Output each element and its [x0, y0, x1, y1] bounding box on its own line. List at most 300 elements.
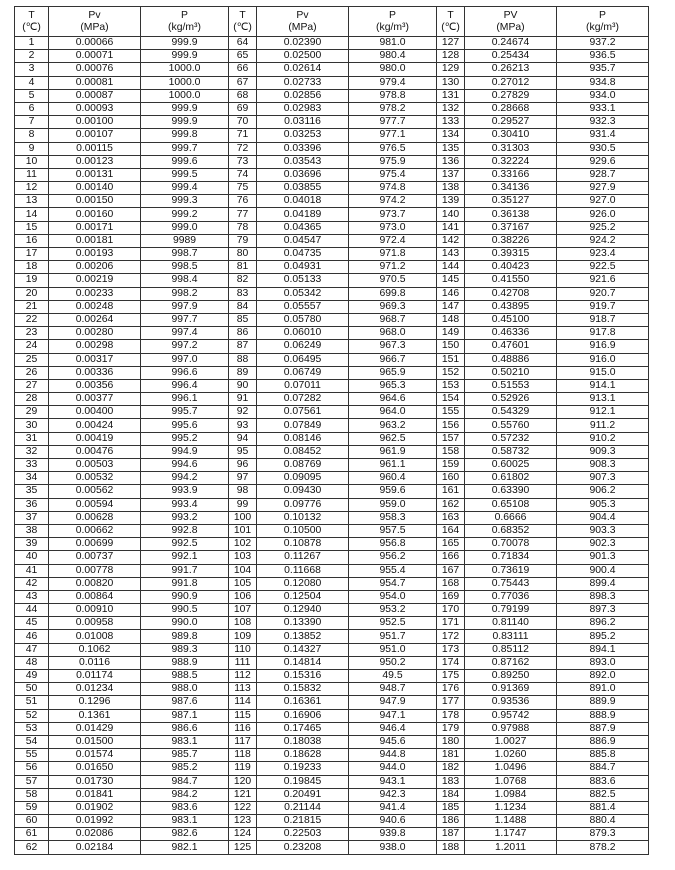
- cell-p1: 992.5: [141, 538, 229, 551]
- cell-pv2: 0.05342: [257, 287, 349, 300]
- table-row: [15, 577, 649, 590]
- cell-t2: 86: [229, 327, 257, 340]
- cell-pv1: 0.00160: [49, 208, 141, 221]
- cell-p2: 971.8: [349, 248, 437, 261]
- cell-t2: 107: [229, 604, 257, 617]
- table-row: [15, 37, 649, 50]
- cell-p1: 999.4: [141, 182, 229, 195]
- table-row: [15, 459, 649, 472]
- cell-p1: 1000.0: [141, 89, 229, 102]
- cell-t2: 76: [229, 195, 257, 208]
- cell-p3: 896.2: [557, 617, 649, 630]
- cell-p1: 997.2: [141, 340, 229, 353]
- cell-t1: 11: [15, 168, 49, 181]
- cell-pv2: 0.07282: [257, 393, 349, 406]
- cell-t1: 9: [15, 142, 49, 155]
- cell-p3: 926.0: [557, 208, 649, 221]
- cell-p1: 992.8: [141, 524, 229, 537]
- cell-p2: 938.0: [349, 841, 437, 854]
- cell-pv3: 0.25434: [465, 50, 557, 63]
- cell-pv2: 0.02733: [257, 76, 349, 89]
- cell-p3: 927.0: [557, 195, 649, 208]
- cell-pv2: 0.02856: [257, 89, 349, 102]
- cell-t3: 153: [437, 379, 465, 392]
- cell-pv1: 0.00100: [49, 116, 141, 129]
- cell-t2: 65: [229, 50, 257, 63]
- cell-pv2: 0.09776: [257, 498, 349, 511]
- cell-t1: 28: [15, 393, 49, 406]
- cell-t1: 14: [15, 208, 49, 221]
- cell-p2: 941.4: [349, 801, 437, 814]
- cell-p3: 920.7: [557, 287, 649, 300]
- cell-t1: 12: [15, 182, 49, 195]
- cell-pv2: 0.06749: [257, 366, 349, 379]
- cell-p2: 978.2: [349, 102, 437, 115]
- cell-t1: 43: [15, 590, 49, 603]
- table-row: [15, 590, 649, 603]
- table-row: [15, 208, 649, 221]
- table-row: [15, 762, 649, 775]
- cell-t1: 62: [15, 841, 49, 854]
- cell-t3: 176: [437, 683, 465, 696]
- cell-p2: 958.3: [349, 511, 437, 524]
- cell-pv3: 0.48886: [465, 353, 557, 366]
- cell-p2: 959.0: [349, 498, 437, 511]
- cell-p3: 880.4: [557, 815, 649, 828]
- cell-pv3: 0.50210: [465, 366, 557, 379]
- cell-p3: 905.3: [557, 498, 649, 511]
- header-temperature-2: T (℃): [229, 7, 257, 37]
- cell-pv3: 1.2011: [465, 841, 557, 854]
- cell-p2: 980.4: [349, 50, 437, 63]
- table-row: [15, 300, 649, 313]
- cell-t2: 118: [229, 749, 257, 762]
- cell-pv1: 0.00820: [49, 577, 141, 590]
- cell-pv1: 0.01902: [49, 801, 141, 814]
- cell-p1: 994.9: [141, 445, 229, 458]
- cell-p3: 934.8: [557, 76, 649, 89]
- table-row: [15, 722, 649, 735]
- cell-p2: 945.6: [349, 735, 437, 748]
- cell-t3: 150: [437, 340, 465, 353]
- cell-pv2: 0.04547: [257, 234, 349, 247]
- cell-p3: 903.3: [557, 524, 649, 537]
- cell-p2: 950.2: [349, 656, 437, 669]
- cell-t1: 27: [15, 379, 49, 392]
- table-body: [15, 37, 649, 855]
- cell-p3: 883.6: [557, 775, 649, 788]
- table-row: [15, 604, 649, 617]
- cell-p2: 946.4: [349, 722, 437, 735]
- cell-pv1: 0.00140: [49, 182, 141, 195]
- table-row: [15, 76, 649, 89]
- cell-t3: 145: [437, 274, 465, 287]
- cell-t3: 170: [437, 604, 465, 617]
- cell-t2: 83: [229, 287, 257, 300]
- cell-p1: 999.8: [141, 129, 229, 142]
- cell-pv3: 0.47601: [465, 340, 557, 353]
- cell-t1: 37: [15, 511, 49, 524]
- cell-p1: 997.0: [141, 353, 229, 366]
- cell-p2: 947.1: [349, 709, 437, 722]
- cell-p1: 982.6: [141, 828, 229, 841]
- cell-p1: 999.7: [141, 142, 229, 155]
- cell-p2: 964.6: [349, 393, 437, 406]
- table-row: [15, 89, 649, 102]
- cell-p2: 954.7: [349, 577, 437, 590]
- cell-pv3: 0.42708: [465, 287, 557, 300]
- cell-pv1: 0.00087: [49, 89, 141, 102]
- cell-p3: 885.8: [557, 749, 649, 762]
- cell-pv1: 0.00115: [49, 142, 141, 155]
- cell-pv2: 0.11668: [257, 564, 349, 577]
- cell-pv1: 0.00206: [49, 261, 141, 274]
- cell-p3: 917.8: [557, 327, 649, 340]
- cell-pv3: 0.35127: [465, 195, 557, 208]
- cell-p1: 999.5: [141, 168, 229, 181]
- table-row: [15, 683, 649, 696]
- cell-p3: 916.9: [557, 340, 649, 353]
- cell-t3: 131: [437, 89, 465, 102]
- cell-pv1: 0.00107: [49, 129, 141, 142]
- cell-t3: 182: [437, 762, 465, 775]
- cell-pv1: 0.01992: [49, 815, 141, 828]
- cell-pv3: 0.24674: [465, 37, 557, 50]
- table-row: [15, 234, 649, 247]
- cell-pv3: 1.0260: [465, 749, 557, 762]
- cell-t2: 98: [229, 485, 257, 498]
- cell-p1: 988.9: [141, 656, 229, 669]
- cell-pv1: 0.00628: [49, 511, 141, 524]
- cell-p1: 999.3: [141, 195, 229, 208]
- cell-p1: 990.0: [141, 617, 229, 630]
- cell-p3: 919.7: [557, 300, 649, 313]
- cell-pv3: 0.6666: [465, 511, 557, 524]
- cell-t3: 177: [437, 696, 465, 709]
- table-row: [15, 841, 649, 854]
- cell-pv1: 0.00150: [49, 195, 141, 208]
- header-density-2: P (kg/m³): [349, 7, 437, 37]
- cell-t3: 146: [437, 287, 465, 300]
- cell-pv1: 0.00233: [49, 287, 141, 300]
- cell-t3: 133: [437, 116, 465, 129]
- cell-pv3: 0.31303: [465, 142, 557, 155]
- cell-pv3: 0.57232: [465, 432, 557, 445]
- cell-pv2: 0.19233: [257, 762, 349, 775]
- cell-pv1: 0.00066: [49, 37, 141, 50]
- cell-p1: 999.6: [141, 155, 229, 168]
- cell-pv2: 0.09430: [257, 485, 349, 498]
- cell-pv3: 0.77036: [465, 590, 557, 603]
- cell-p2: 939.8: [349, 828, 437, 841]
- cell-p1: 987.1: [141, 709, 229, 722]
- cell-t2: 114: [229, 696, 257, 709]
- cell-p3: 881.4: [557, 801, 649, 814]
- cell-p1: 992.1: [141, 551, 229, 564]
- cell-p1: 997.4: [141, 327, 229, 340]
- cell-pv1: 0.00317: [49, 353, 141, 366]
- cell-t2: 94: [229, 432, 257, 445]
- cell-t3: 166: [437, 551, 465, 564]
- cell-t3: 128: [437, 50, 465, 63]
- cell-p2: 963.2: [349, 419, 437, 432]
- cell-p2: 980.0: [349, 63, 437, 76]
- cell-pv3: 0.46336: [465, 327, 557, 340]
- cell-p1: 997.7: [141, 313, 229, 326]
- cell-p1: 998.2: [141, 287, 229, 300]
- cell-pv2: 0.06010: [257, 327, 349, 340]
- cell-p1: 996.6: [141, 366, 229, 379]
- cell-p3: 912.1: [557, 406, 649, 419]
- cell-p2: 943.1: [349, 775, 437, 788]
- cell-pv1: 0.01841: [49, 788, 141, 801]
- table-row: [15, 63, 649, 76]
- cell-p1: 999.9: [141, 116, 229, 129]
- cell-p1: 991.7: [141, 564, 229, 577]
- cell-t2: 73: [229, 155, 257, 168]
- cell-p3: 901.3: [557, 551, 649, 564]
- cell-pv2: 0.03696: [257, 168, 349, 181]
- cell-t1: 7: [15, 116, 49, 129]
- cell-p2: 957.5: [349, 524, 437, 537]
- cell-pv1: 0.00778: [49, 564, 141, 577]
- cell-t2: 93: [229, 419, 257, 432]
- cell-pv3: 0.58732: [465, 445, 557, 458]
- cell-pv2: 0.11267: [257, 551, 349, 564]
- cell-t1: 10: [15, 155, 49, 168]
- cell-p2: 951.0: [349, 643, 437, 656]
- table-row: [15, 116, 649, 129]
- cell-p3: 911.2: [557, 419, 649, 432]
- cell-pv2: 0.03543: [257, 155, 349, 168]
- cell-pv2: 0.10500: [257, 524, 349, 537]
- cell-t2: 124: [229, 828, 257, 841]
- cell-pv3: 0.27012: [465, 76, 557, 89]
- cell-p3: 882.5: [557, 788, 649, 801]
- cell-p2: 979.4: [349, 76, 437, 89]
- cell-pv2: 0.16361: [257, 696, 349, 709]
- cell-t3: 169: [437, 590, 465, 603]
- cell-t2: 105: [229, 577, 257, 590]
- cell-pv2: 0.14814: [257, 656, 349, 669]
- cell-p1: 989.3: [141, 643, 229, 656]
- cell-t1: 15: [15, 221, 49, 234]
- cell-p3: 931.4: [557, 129, 649, 142]
- cell-pv1: 0.00662: [49, 524, 141, 537]
- cell-t2: 84: [229, 300, 257, 313]
- cell-pv1: 0.0116: [49, 656, 141, 669]
- cell-t3: 160: [437, 472, 465, 485]
- cell-pv3: 0.54329: [465, 406, 557, 419]
- table-row: [15, 287, 649, 300]
- cell-t1: 47: [15, 643, 49, 656]
- cell-t3: 143: [437, 248, 465, 261]
- cell-t2: 123: [229, 815, 257, 828]
- cell-pv1: 0.00864: [49, 590, 141, 603]
- cell-pv2: 0.05780: [257, 313, 349, 326]
- header-temperature-3: T (℃): [437, 7, 465, 37]
- cell-t2: 111: [229, 656, 257, 669]
- cell-t1: 61: [15, 828, 49, 841]
- cell-t3: 151: [437, 353, 465, 366]
- cell-t1: 32: [15, 445, 49, 458]
- cell-t3: 179: [437, 722, 465, 735]
- cell-p3: 937.2: [557, 37, 649, 50]
- cell-pv2: 0.17465: [257, 722, 349, 735]
- cell-pv2: 0.03855: [257, 182, 349, 195]
- cell-p3: 913.1: [557, 393, 649, 406]
- cell-t3: 129: [437, 63, 465, 76]
- cell-pv1: 0.01429: [49, 722, 141, 735]
- cell-pv2: 0.12080: [257, 577, 349, 590]
- cell-t3: 132: [437, 102, 465, 115]
- cell-t2: 71: [229, 129, 257, 142]
- cell-p2: 952.5: [349, 617, 437, 630]
- cell-t1: 16: [15, 234, 49, 247]
- cell-pv2: 0.05133: [257, 274, 349, 287]
- cell-pv1: 0.01008: [49, 630, 141, 643]
- cell-t2: 102: [229, 538, 257, 551]
- cell-t1: 8: [15, 129, 49, 142]
- cell-t1: 52: [15, 709, 49, 722]
- cell-p3: 897.3: [557, 604, 649, 617]
- cell-pv3: 0.30410: [465, 129, 557, 142]
- table-row: [15, 366, 649, 379]
- cell-t3: 163: [437, 511, 465, 524]
- table-row: [15, 709, 649, 722]
- cell-t1: 50: [15, 683, 49, 696]
- cell-p1: 998.5: [141, 261, 229, 274]
- cell-pv2: 0.02983: [257, 102, 349, 115]
- cell-pv1: 0.00400: [49, 406, 141, 419]
- cell-t2: 70: [229, 116, 257, 129]
- cell-pv2: 0.09095: [257, 472, 349, 485]
- cell-p3: 924.2: [557, 234, 649, 247]
- table-row: [15, 775, 649, 788]
- cell-pv1: 0.00958: [49, 617, 141, 630]
- cell-t1: 30: [15, 419, 49, 432]
- cell-t2: 75: [229, 182, 257, 195]
- cell-pv3: 0.65108: [465, 498, 557, 511]
- cell-t3: 181: [437, 749, 465, 762]
- table-row: [15, 630, 649, 643]
- cell-pv3: 0.87162: [465, 656, 557, 669]
- cell-pv1: 0.1062: [49, 643, 141, 656]
- cell-t3: 173: [437, 643, 465, 656]
- cell-p2: 973.7: [349, 208, 437, 221]
- cell-p1: 988.0: [141, 683, 229, 696]
- cell-t3: 167: [437, 564, 465, 577]
- cell-pv2: 0.16906: [257, 709, 349, 722]
- cell-t2: 122: [229, 801, 257, 814]
- cell-p1: 993.4: [141, 498, 229, 511]
- cell-t3: 140: [437, 208, 465, 221]
- cell-t3: 136: [437, 155, 465, 168]
- cell-p3: 934.0: [557, 89, 649, 102]
- cell-p2: 976.5: [349, 142, 437, 155]
- cell-pv3: 0.51553: [465, 379, 557, 392]
- cell-pv3: 0.68352: [465, 524, 557, 537]
- cell-pv1: 0.01650: [49, 762, 141, 775]
- cell-pv1: 0.00737: [49, 551, 141, 564]
- cell-pv1: 0.00248: [49, 300, 141, 313]
- cell-pv1: 0.00562: [49, 485, 141, 498]
- cell-pv2: 0.15832: [257, 683, 349, 696]
- cell-t1: 41: [15, 564, 49, 577]
- cell-pv3: 0.26213: [465, 63, 557, 76]
- cell-pv2: 0.08146: [257, 432, 349, 445]
- cell-p2: 954.0: [349, 590, 437, 603]
- cell-pv2: 0.21144: [257, 801, 349, 814]
- cell-pv3: 0.39315: [465, 248, 557, 261]
- cell-p3: 899.4: [557, 577, 649, 590]
- cell-t3: 155: [437, 406, 465, 419]
- cell-t3: 187: [437, 828, 465, 841]
- cell-p3: 894.1: [557, 643, 649, 656]
- cell-pv2: 0.20491: [257, 788, 349, 801]
- cell-t3: 180: [437, 735, 465, 748]
- table-row: [15, 419, 649, 432]
- cell-t1: 24: [15, 340, 49, 353]
- cell-t2: 64: [229, 37, 257, 50]
- cell-t3: 161: [437, 485, 465, 498]
- cell-pv1: 0.01500: [49, 735, 141, 748]
- cell-p3: 888.9: [557, 709, 649, 722]
- cell-p3: 889.9: [557, 696, 649, 709]
- cell-p3: 921.6: [557, 274, 649, 287]
- cell-t1: 55: [15, 749, 49, 762]
- cell-pv2: 0.07561: [257, 406, 349, 419]
- cell-t2: 82: [229, 274, 257, 287]
- header-vapor-pressure-2: Pv (MPa): [257, 7, 349, 37]
- table-row: [15, 248, 649, 261]
- cell-pv2: 0.23208: [257, 841, 349, 854]
- cell-p1: 1000.0: [141, 76, 229, 89]
- cell-pv2: 0.18038: [257, 735, 349, 748]
- cell-t3: 175: [437, 670, 465, 683]
- cell-pv1: 0.00181: [49, 234, 141, 247]
- table-row: [15, 313, 649, 326]
- table-row: [15, 551, 649, 564]
- cell-pv2: 0.14327: [257, 643, 349, 656]
- cell-p1: 986.6: [141, 722, 229, 735]
- cell-t2: 74: [229, 168, 257, 181]
- cell-t2: 89: [229, 366, 257, 379]
- cell-pv3: 1.0984: [465, 788, 557, 801]
- cell-p2: 967.3: [349, 340, 437, 353]
- cell-t1: 1: [15, 37, 49, 50]
- table-row: [15, 406, 649, 419]
- cell-pv1: 0.00503: [49, 459, 141, 472]
- cell-p1: 990.5: [141, 604, 229, 617]
- cell-pv1: 0.00336: [49, 366, 141, 379]
- cell-pv3: 0.38226: [465, 234, 557, 247]
- cell-t2: 117: [229, 735, 257, 748]
- cell-pv1: 0.00532: [49, 472, 141, 485]
- cell-pv1: 0.00071: [49, 50, 141, 63]
- cell-p2: 956.8: [349, 538, 437, 551]
- cell-p2: 944.8: [349, 749, 437, 762]
- cell-t2: 96: [229, 459, 257, 472]
- cell-pv3: 0.28668: [465, 102, 557, 115]
- cell-t1: 13: [15, 195, 49, 208]
- cell-p1: 984.2: [141, 788, 229, 801]
- cell-p1: 998.7: [141, 248, 229, 261]
- cell-t3: 149: [437, 327, 465, 340]
- cell-p1: 999.9: [141, 50, 229, 63]
- cell-t1: 42: [15, 577, 49, 590]
- cell-t2: 66: [229, 63, 257, 76]
